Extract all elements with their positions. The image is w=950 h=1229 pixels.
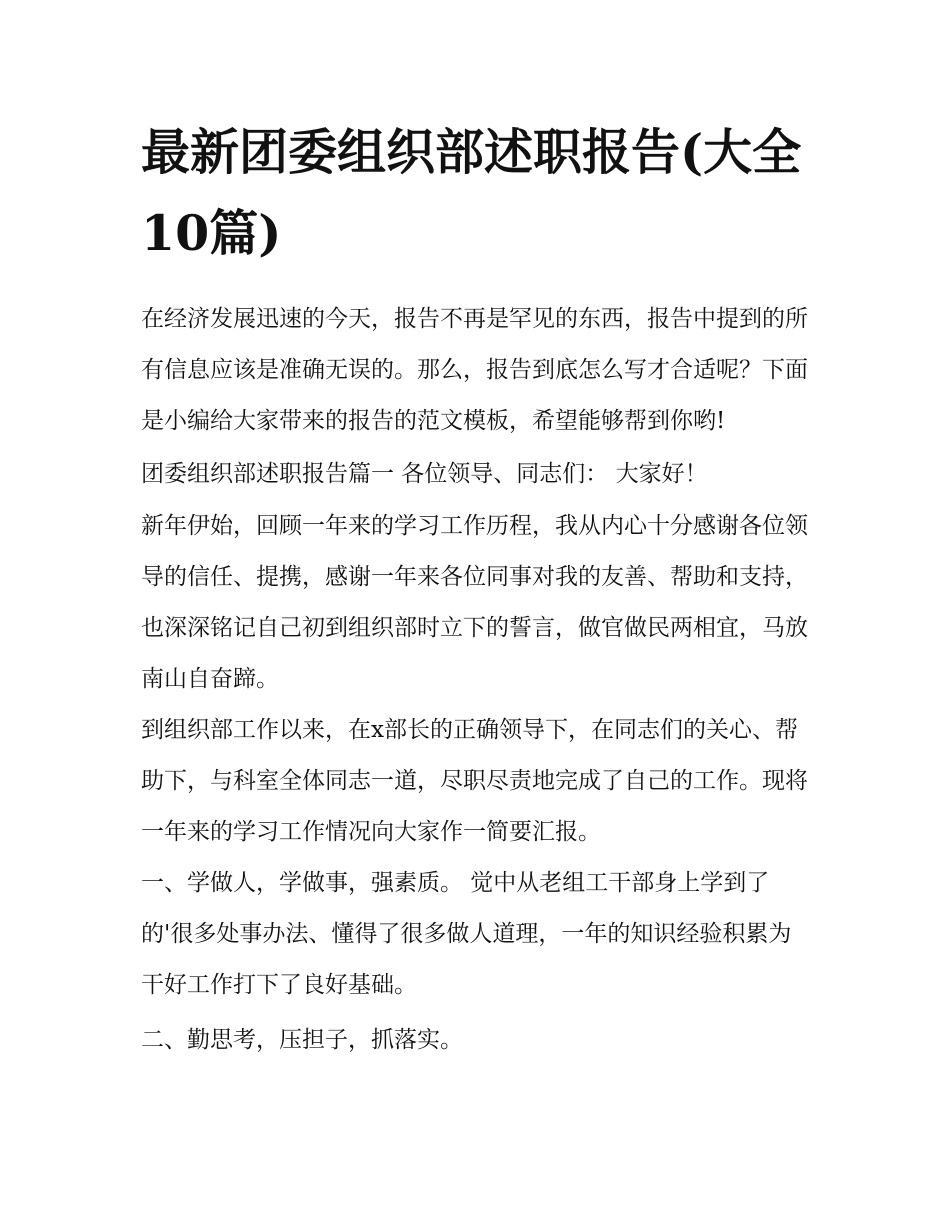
document-page [141, 112, 813, 1066]
section-paragraph: 一、学做人，学做事，强素质。 觉中从老组工干部身上学到了的'很多处事办法、懂得了很多做人道理，一年的知识经验积累为干好工作打下了良好基础。 [141, 870, 792, 998]
body-paragraph: 到组织部工作以来，在x部长的正确领导下，在同志们的关心、帮助下，与科室全体同志一道，尽职尽责地完成了自己的工作。现将一年来的学习工作情况向大家作一简要汇报。 [141, 717, 808, 845]
body-paragraph: 新年伊始，回顾一年来的学习工作历程，我从内心十分感谢各位领导的信任、提携，感谢一年来各位同事对我的友善、帮助和支持，也深深铭记自己初到组织部时立下的誓言，做官做民两相宜，马放南山自奋蹄。 [141, 513, 808, 692]
intro-paragraph: 在经济发展迅速的今天，报告不再是罕见的东西，报告中提到的所有信息应该是准确无误的。那么，报告到底怎么写才合适呢？下面是小编给大家带来的报告的范文模板，希望能够帮到你哟! [141, 306, 808, 434]
section-heading-paragraph: 二、勤思考，压担子，抓落实。 [141, 1027, 463, 1053]
document-title: 最新团委组织部述职报告(大全10篇) [141, 123, 802, 262]
greeting-paragraph: 团委组织部述职报告篇一 各位领导、同志们： 大家好！ [141, 461, 708, 487]
